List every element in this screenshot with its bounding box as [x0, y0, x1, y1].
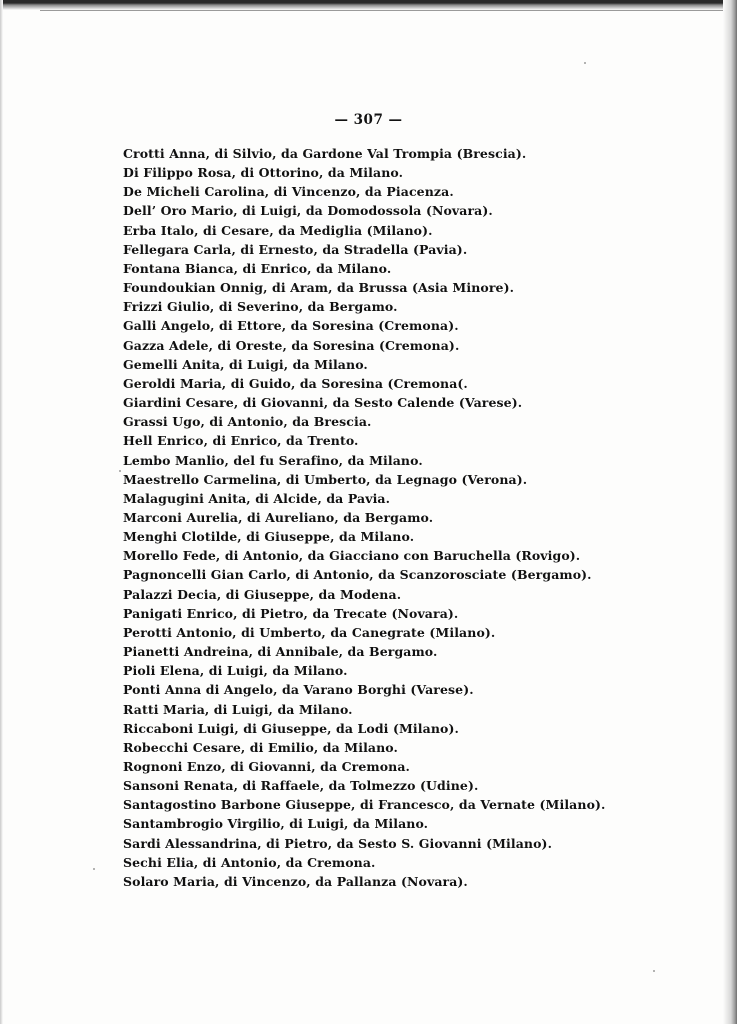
list-item: Fontana Bianca, di Enrico, da Milano. — [123, 260, 392, 276]
list-item: Pianetti Andreina, di Annibale, da Bergamo. — [123, 644, 438, 660]
list-item: Ratti Maria, di Luigi, da Milano. — [123, 701, 353, 717]
list-item: Lembo Manlio, del fu Serafino, da Milano. — [123, 452, 423, 468]
list-item: Giardini Cesare, di Giovanni, da Sesto Calende (Varese). — [123, 395, 523, 411]
list-item: Geroldi Maria, di Guido, da Soresina (Cremona(. — [123, 375, 468, 391]
page-right-edge — [723, 0, 737, 1024]
page-top-edge — [0, 0, 737, 10]
list-item: Santagostino Barbone Giuseppe, di Francesco, da Vernate (Milano). — [123, 797, 606, 813]
list-item: Fellegara Carla, di Ernesto, da Stradella (Pavia). — [123, 241, 468, 257]
list-item: Sechi Elia, di Antonio, da Cremona. — [123, 854, 376, 870]
page-top-rule — [40, 10, 730, 11]
list-item: Morello Fede, di Antonio, da Giacciano con Baruchella (Rovigo). — [123, 548, 581, 564]
page-left-edge — [0, 0, 3, 1024]
list-item: Ponti Anna di Angelo, da Varano Borghi (Varese). — [123, 682, 474, 698]
list-item: De Micheli Carolina, di Vincenzo, da Piacenza. — [123, 184, 454, 200]
list-item: Malagugini Anita, di Alcide, da Pavia. — [123, 490, 391, 506]
list-item: Riccaboni Luigi, di Giuseppe, da Lodi (Milano). — [123, 720, 459, 736]
page-number: — 307 — — [334, 112, 403, 128]
list-item: Di Filippo Rosa, di Ottorino, da Milano. — [123, 165, 404, 181]
list-item: Sardi Alessandrina, di Pietro, da Sesto S. Giovanni (Milano). — [123, 835, 553, 851]
list-item: Crotti Anna, di Silvio, da Gardone Val Trompia (Brescia). — [123, 146, 527, 161]
list-item: Robecchi Cesare, di Emilio, da Milano. — [123, 739, 398, 755]
list-item: Palazzi Decia, di Giuseppe, da Modena. — [123, 586, 402, 602]
list-item: Marconi Aurelia, di Aureliano, da Bergamo. — [123, 509, 434, 525]
list-item: Gazza Adele, di Oreste, da Soresina (Cremona). — [123, 337, 460, 353]
name-list — [123, 144, 605, 891]
scan-speck — [653, 970, 655, 972]
list-item: Galli Angelo, di Ettore, da Soresina (Cremona). — [123, 318, 459, 334]
scan-speck — [93, 868, 95, 870]
list-item: Maestrello Carmelina, di Umberto, da Legnago (Verona). — [123, 471, 528, 487]
scan-speck — [119, 470, 121, 472]
list-item: Rognoni Enzo, di Giovanni, da Cremona. — [123, 759, 411, 774]
list-item: Dell’ Oro Mario, di Luigi, da Domodossola (Novara). — [123, 203, 493, 219]
list-item: Frizzi Giulio, di Severino, da Bergamo. — [123, 299, 398, 315]
list-item: Gemelli Anita, di Luigi, da Milano. — [123, 356, 368, 372]
list-item: Panigati Enrico, di Pietro, da Trecate (Novara). — [123, 605, 459, 621]
list-item: Pagnoncelli Gian Carlo, di Antonio, da Scanzorosciate (Bergamo). — [123, 567, 592, 583]
list-item: Solaro Maria, di Vincenzo, da Pallanza (Novara). — [123, 873, 468, 889]
list-item: Menghi Clotilde, di Giuseppe, da Milano. — [123, 529, 415, 545]
list-item: Hell Enrico, di Enrico, da Trento. — [123, 433, 359, 449]
list-item: Pioli Elena, di Luigi, da Milano. — [123, 663, 348, 679]
list-item: Sansoni Renata, di Raffaele, da Tolmezzo (Udine). — [123, 778, 479, 794]
list-item: Erba Italo, di Cesare, da Mediglia (Milano). — [123, 222, 433, 238]
list-item: Grassi Ugo, di Antonio, da Brescia. — [123, 414, 372, 430]
list-item: Foundoukian Onnig, di Aram, da Brussa (Asia Minore). — [123, 280, 515, 296]
list-item: Santambrogio Virgilio, di Luigi, da Milano. — [123, 816, 429, 832]
list-item: Perotti Antonio, di Umberto, da Canegrate (Milano). — [123, 624, 496, 640]
scan-speck — [584, 62, 586, 64]
